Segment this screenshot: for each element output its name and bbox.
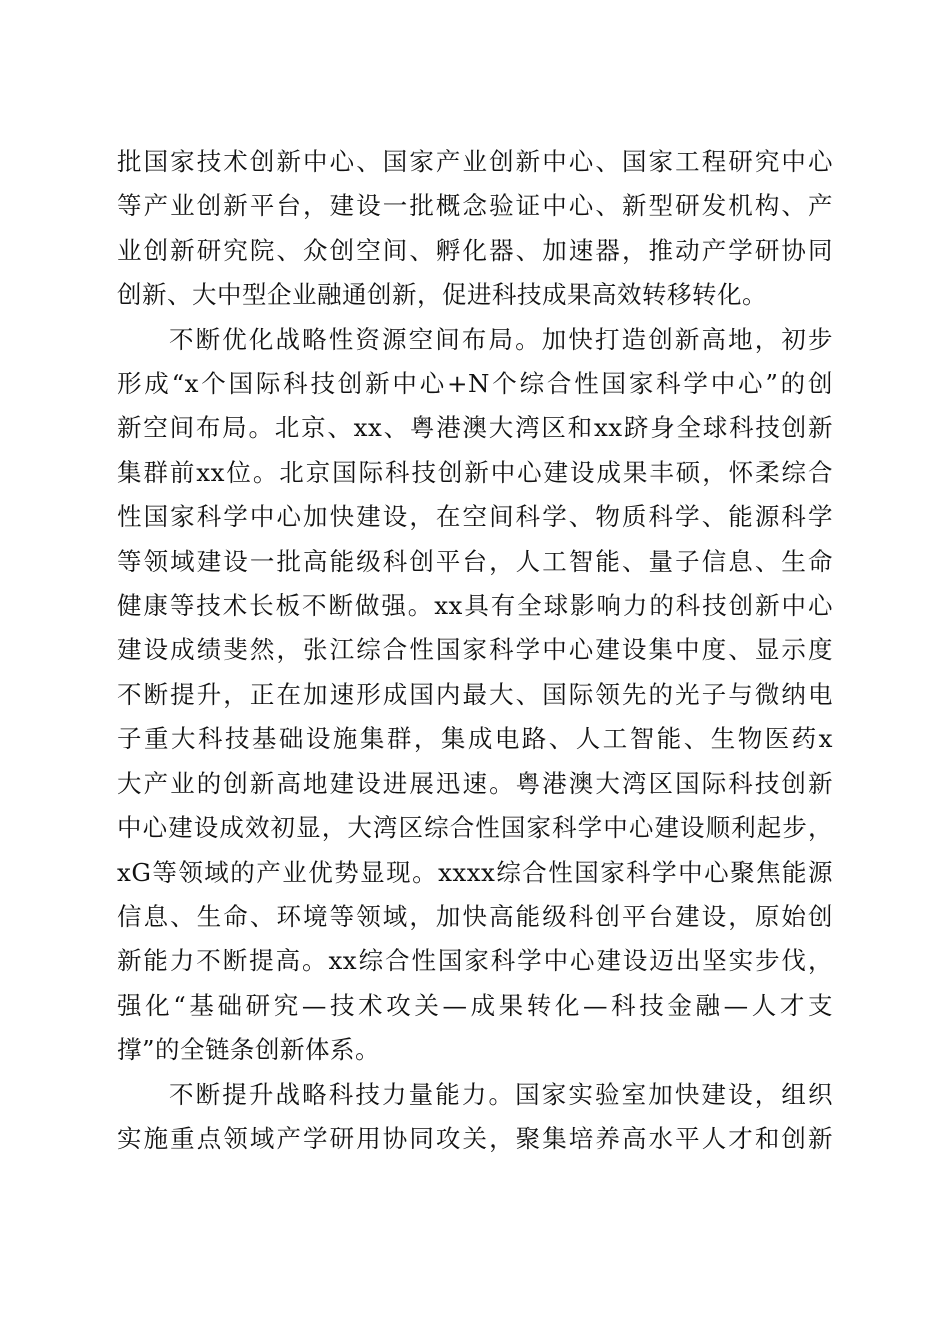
text-line: 中心建设成效初显，大湾区综合性国家科学中心建设顺利起步， [117,813,833,843]
paragraph-3 [117,1073,833,1162]
text-line: 实施重点领域产学研用协同攻关，聚集培养高水平人才和创新 [117,1123,833,1153]
text-line: xG等领域的产业优势显现。xxxx综合性国家科学中心聚焦能源 [117,857,833,887]
text-line: 强化“基础研究—技术攻关—成果转化—科技金融—人才支 [117,990,833,1020]
text-line: 业创新研究院、众创空间、孵化器、加速器，推动产学研协同 [117,235,833,265]
paragraph-2 [117,318,833,1073]
text-line: 批国家技术创新中心、国家产业创新中心、国家工程研究中心 [117,147,833,176]
text-line: 撑”的全链条创新体系。 [117,1035,381,1065]
text-line: 健康等技术长板不断做强。xx具有全球影响力的科技创新中心 [117,591,833,621]
text-line: 子重大科技基础设施集群，集成电路、人工智能、生物医药x [117,724,833,754]
text-line: 不断提升战略科技力量能力。国家实验室加快建设，组织 [169,1079,833,1109]
text-line: 不断优化战略性资源空间布局。加快打造创新高地，初步 [169,324,833,354]
text-line: 等产业创新平台，建设一批概念验证中心、新型研发机构、产 [117,191,833,221]
text-line: 集群前xx位。北京国际科技创新中心建设成果丰硕，怀柔综合 [117,457,833,487]
text-line: 性国家科学中心加快建设，在空间科学、物质科学、能源科学 [117,502,833,532]
paragraph-1 [117,140,833,318]
text-line: 不断提升，正在加速形成国内最大、国际领先的光子与微纳电 [117,679,833,709]
text-line: 新能力不断提高。xx综合性国家科学中心建设迈出坚实步伐， [117,946,833,976]
text-line: 信息、生命、环境等领域，加快高能级科创平台建设，原始创 [117,901,833,931]
text-line: 建设成绩斐然，张江综合性国家科学中心建设集中度、显示度 [117,635,833,665]
text-line: 形成“x个国际科技创新中心+N个综合性国家科学中心”的创 [117,369,833,399]
text-line: 新空间布局。北京、xx、粤港澳大湾区和xx跻身全球科技创新 [117,413,833,443]
text-line: 创新、大中型企业融通创新，促进科技成果高效转移转化。 [117,280,767,310]
text-line: 大产业的创新高地建设进展迅速。粤港澳大湾区国际科技创新 [117,768,833,798]
document-body [117,140,833,1161]
text-line: 等领域建设一批高能级科创平台，人工智能、量子信息、生命 [117,546,833,576]
